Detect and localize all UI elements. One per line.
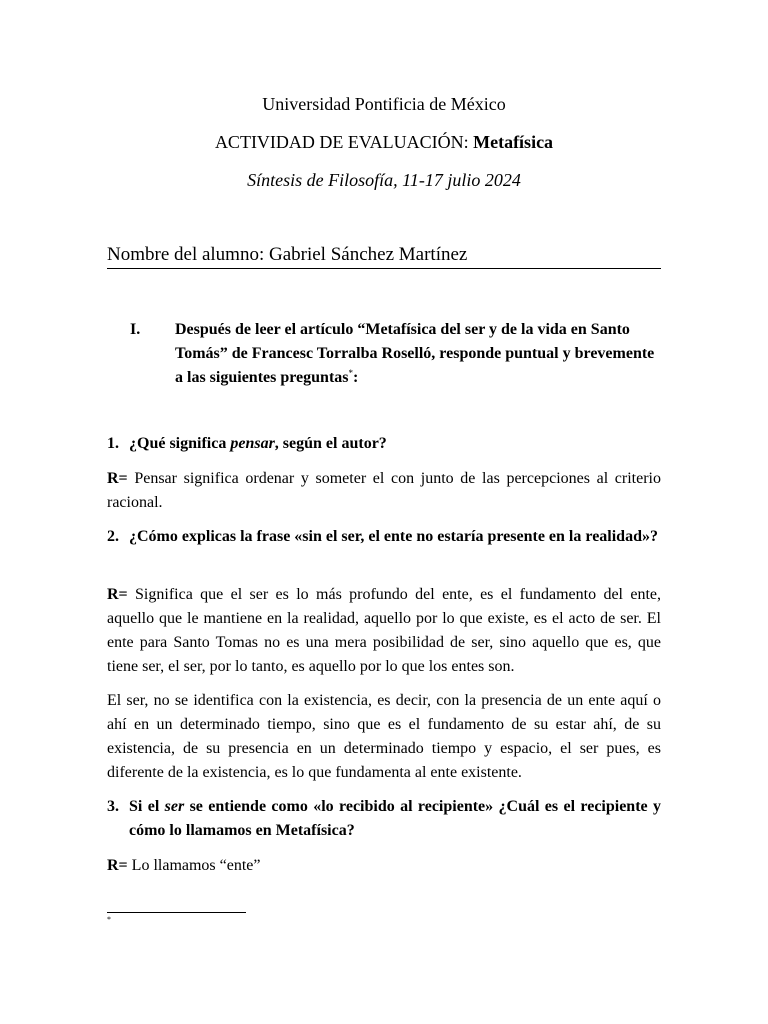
answer-prefix: R= — [107, 470, 128, 487]
question-text-part: Si el — [129, 798, 165, 815]
answer-3 — [107, 854, 661, 878]
answer-2 — [107, 583, 661, 679]
answer-1 — [107, 467, 661, 515]
answer-text: Pensar significa ordenar y someter el con junto de las percepciones al criterio racional. — [107, 470, 661, 511]
answer-prefix: R= — [107, 586, 128, 603]
question-1 — [107, 432, 661, 456]
question-text: ¿Cómo explicas la frase «sin el ser, el ente no estaría presente en la realidad»? — [129, 528, 658, 545]
answer-text: Significa que el ser es lo más profundo del ente, es el fundamento del ente, aquello que le mantiene en la realidad, aquello por lo que existe, es el acto de ser. El ente para Santo Tomas no es una mera posibilidad de ser, sino aquello que es, que tiene ser, el ser, por lo tanto, es aquello por lo que los entes son. — [107, 586, 661, 675]
question-number: 1. — [107, 435, 119, 452]
section-instruction — [175, 318, 661, 390]
instruction-text: Después de leer el artículo “Metafísica del ser y de la vida en Santo Tomás” de Francesc Torralba Roselló, responde puntual y brevemente a las siguientes preguntas — [175, 321, 655, 386]
activity-subject: Metafísica — [473, 132, 554, 152]
student-name-line: Nombre del alumno: Gabriel Sánchez Martínez — [107, 243, 661, 269]
course-subtitle: Síntesis de Filosofía, 11-17 julio 2024 — [247, 170, 521, 190]
activity-title — [0, 131, 768, 153]
instruction-end: : — [353, 369, 359, 386]
question-text — [129, 432, 661, 456]
answer-prefix: R= — [107, 857, 128, 874]
activity-prefix: ACTIVIDAD DE EVALUACIÓN: — [214, 132, 474, 152]
university-name: Universidad Pontificia de México — [262, 94, 506, 114]
question-number: 2. — [107, 528, 119, 545]
question-text — [129, 795, 661, 843]
answer-text: Lo llamamos “ente” — [127, 857, 261, 874]
footnote-mark: * — [107, 915, 111, 924]
footnote-separator — [107, 912, 246, 913]
question-emphasis: ser — [164, 798, 185, 815]
question-text-part: , según el autor? — [274, 435, 387, 452]
question-emphasis: pensar — [230, 435, 275, 452]
question-text-part: se entiende como «lo recibido al recipiente» ¿Cuál es el recipiente y cómo lo llamamos en Metafísica? — [129, 798, 662, 839]
footnote-reference: * — [348, 368, 354, 378]
question-3 — [107, 795, 661, 843]
question-text-part: ¿Qué significa — [129, 435, 231, 452]
question-number: 3. — [107, 798, 119, 815]
section-number: I. — [130, 321, 141, 338]
answer-2-paragraph-2: El ser, no se identifica con la existencia, es decir, con la presencia de un ente aquí o ahí en un determinado tiempo, sino que es el fundamento de su estar ahí, de su existencia, de su presencia en un determinado tiempo y espacio, el ser pues, es diferente de la existencia, es lo que fundamenta al ente existente. — [107, 692, 661, 781]
question-2 — [107, 525, 661, 549]
